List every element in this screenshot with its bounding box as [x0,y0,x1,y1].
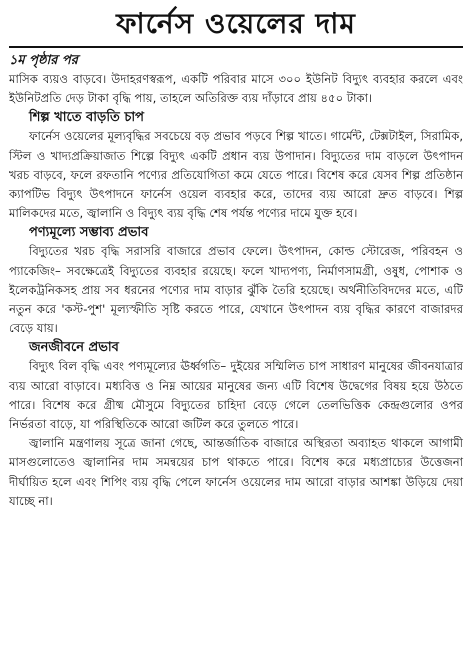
section-public-life-paragraph-2: জ্বালানি মন্ত্রণালয় সূত্রে জানা গেছে, আন্তর্জাতিক বাজারে অস্থিরতা অব্যাহত থাকলে আগামী মাসগুলোতেও জ্বালানির দাম সমন্বয়ের চাপ থাকতে পারে। বিশেষ করে মধ্যপ্রাচ্যের উত্তেজনা দীর্ঘায়িত হলে এবং শিপিং ব্যয় বৃদ্ধি পেলে ফার্নেস ওয়েলের দাম আরো বাড়ার আশঙ্কা উড়িয়ে দেয়া যাচ্ছে না। [9,436,463,508]
section-prices-paragraph: বিদ্যুতের খরচ বৃদ্ধি সরাসরি বাজারে প্রভাব ফেলে। উৎপাদন, কোল্ড স্টোরেজ, পরিবহন ও প্যাকেজিং– সবক্ষেত্রেই বিদ্যুতের ব্যবহার রয়েছে। ফলে খাদ্যপণ্য, নির্মাণসামগ্রী, ওষুধ, পোশাক ও ইলেকট্রনিকসহ প্রায় সব ধরনের পণ্যের দাম বাড়ার ঝুঁকি তৈরি হয়েছে। অর্থনীতিবিদদের মতে, এটি নতুন করে 'কস্ট-পুশ' মূল্যস্ফীতি সৃষ্টি করতে পারে, যেখানে উৎপাদন ব্যয় বৃদ্ধির কারণে বাজারদর বেড়ে যায়। [9,244,463,336]
section-heading-industry: শিল্প খাতে বাড়তি চাপ [29,110,144,126]
headline: ফার্নেস ওয়েলের দাম [116,7,356,40]
section-industry-paragraph: ফার্নেস ওয়েলের মূল্যবৃদ্ধির সবচেয়ে বড় প্রভাব পড়বে শিল্প খাতে। গার্মেন্ট, টেক্সটাইল, সিরামিক, স্টিল ও খাদ্যপ্রক্রিয়াজাত শিল্পে বিদ্যুৎ একটি প্রধান ব্যয় উপাদান। বিদ্যুতের দাম বাড়লে উৎপাদন খরচ বাড়বে, ফলে রফতানি পণ্যের প্রতিযোগিতা কমে যেতে পারে। বিশেষ করে যেসব শিল্প প্রতিষ্ঠান ক্যাপটিভ বিদ্যুৎ উৎপাদনে ফার্নেস ওয়েল ব্যবহার করে, তাদের ব্যয় আরো দ্রুত বাড়বে। শিল্প মালিকদের মতে, জ্বালানি ও বিদ্যুৎ ব্যয় বৃদ্ধি শেষ পর্যন্ত পণ্যের দামে যুক্ত হবে। [9,129,463,221]
section-public-life-paragraph-1: বিদ্যুৎ বিল বৃদ্ধি এবং পণ্যমূল্যের ঊর্ধ্বগতি– দুইয়ের সম্মিলিত চাপ সাধারণ মানুষের জীবনযাত্রার ব্যয় আরো বাড়াবে। মধ্যবিত্ত ও নিম্ন আয়ের মানুষের জন্য এটি বিশেষ উদ্বেগের বিষয় হয়ে উঠতে পারে। বিশেষ করে গ্রীষ্ম মৌসুমে বিদ্যুতের চাহিদা বেড়ে গেলে তেলভিত্তিক কেন্দ্রগুলোর ওপর নির্ভরতা বাড়ে, যা পরিস্থিতিকে আরো জটিল করে তুলতে পারে। [9,359,463,432]
continued-from-label: ১ম পৃষ্ঠার পর [9,53,78,68]
intro-paragraph: মাসিক ব্যয়ও বাড়বে। উদাহরণস্বরূপ, একটি পরিবার মাসে ৩০০ ইউনিট বিদ্যুৎ ব্যবহার করলে এবং ইউনিটপ্রতি দেড় টাকা বৃদ্ধি পায়, তাহলে অতিরিক্ত ব্যয় দাঁড়াবে প্রায় ৪৫০ টাকা। [9,72,463,106]
section-heading-prices: পণ্যমূল্যে সম্ভাব্য প্রভাব [29,225,149,241]
section-heading-public-life: জনজীবনে প্রভাব [29,340,119,356]
headline-rule [9,46,463,48]
